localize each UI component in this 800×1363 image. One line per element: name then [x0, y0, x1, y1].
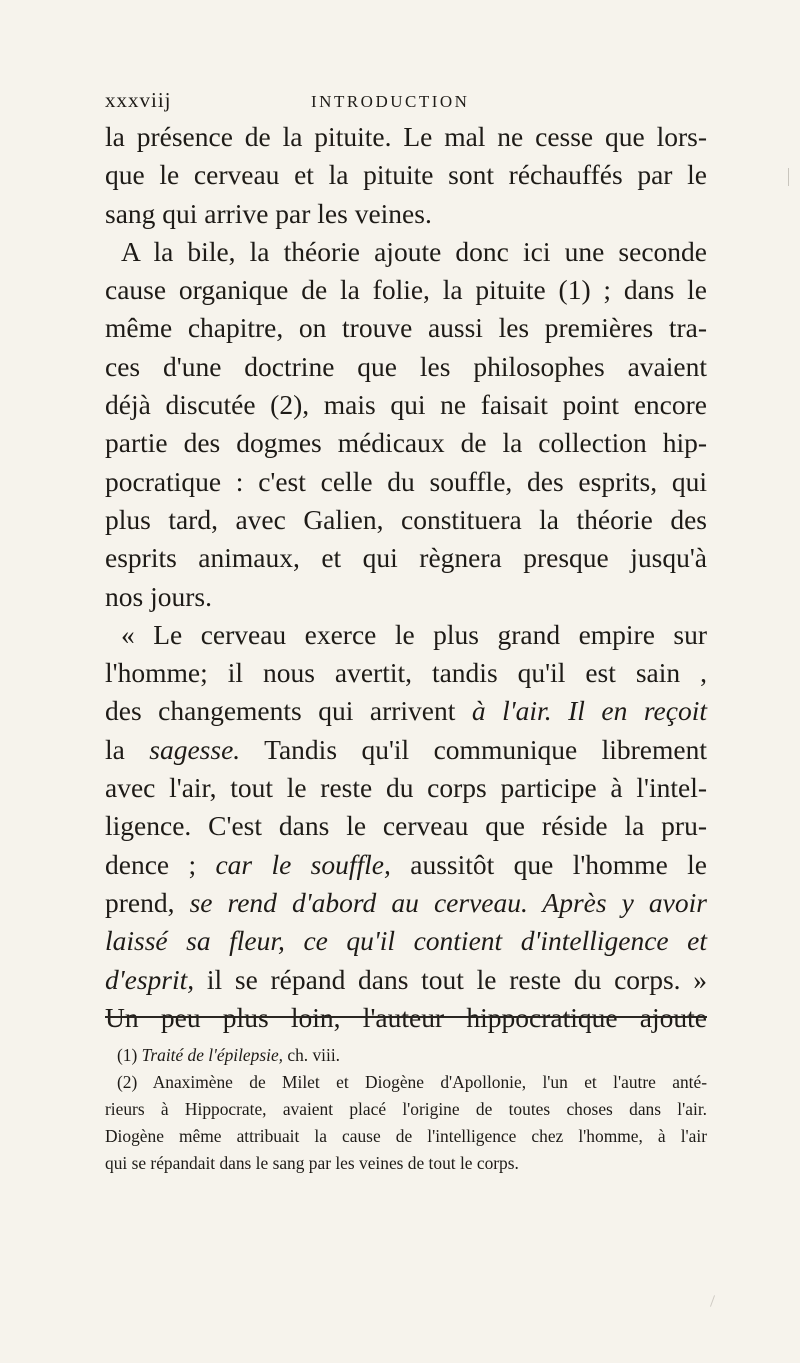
text-line: des changements qui arrivent à l'air. Il en reçoit: [105, 695, 707, 727]
running-title: INTRODUCTION: [311, 92, 470, 111]
text-line: la sagesse. Tandis qu'il communique librement: [105, 733, 707, 765]
text-line: déjà discutée (2), mais qui ne faisait point encore: [105, 389, 707, 421]
text-line: « Le cerveau exerce le plus grand empire sur: [121, 618, 707, 650]
text-line: ligence. C'est dans le cerveau que réside la pru-: [105, 810, 707, 842]
text-line: cause organique de la folie, la pituite (1) ; dans le: [105, 274, 707, 306]
text-line: dence ; car le souffle, aussitôt que l'homme le: [105, 848, 707, 880]
margin-mark: [788, 168, 789, 186]
footnote-line: rieurs à Hippocrate, avaient placé l'origine de toutes choses dans l'air.: [105, 1099, 707, 1119]
footnote-rule: [105, 1016, 707, 1018]
text-line: même chapitre, on trouve aussi les premières tra-: [105, 312, 707, 344]
main-text: [105, 118, 707, 1037]
text-line: esprits animaux, et qui règnera presque jusqu'à: [105, 542, 707, 574]
text-line: d'esprit, il se répand dans tout le reste du corps. »: [105, 963, 707, 995]
footnote-line: (2) Anaximène de Milet et Diogène d'Apollonie, l'un et l'autre anté-: [117, 1072, 707, 1092]
text-line: l'homme; il nous avertit, tandis qu'il est sain ,: [105, 657, 707, 689]
footnote-line: (1) Traité de l'épilepsie, ch. viii.: [117, 1045, 341, 1065]
text-line: la présence de la pituite. Le mal ne cesse que lors-: [105, 121, 707, 152]
text-line: pocratique : c'est celle du souffle, des esprits, qui: [105, 465, 707, 497]
text-line: sang qui arrive par les veines.: [105, 197, 432, 229]
text-line: que le cerveau et la pituite sont réchauffés par le: [105, 159, 707, 191]
text-line: ces d'une doctrine que les philosophes avaient: [105, 350, 707, 382]
text-line: prend, se rend d'abord au cerveau. Après y avoir: [105, 886, 707, 918]
footnote-line: qui se répandait dans le sang par les veines de tout le corps.: [105, 1153, 519, 1173]
footnote-line: Diogène même attribuait la cause de l'intelligence chez l'homme, à l'air: [105, 1126, 707, 1146]
text-line: avec l'air, tout le reste du corps participe à l'intel-: [105, 772, 707, 804]
text-line: A la bile, la théorie ajoute donc ici une seconde: [121, 235, 707, 267]
margin-mark: [710, 1295, 715, 1307]
text-line: nos jours.: [105, 580, 212, 612]
footnotes: [105, 1042, 707, 1177]
text-line: partie des dogmes médicaux de la collection hip-: [105, 427, 707, 459]
text-line: plus tard, avec Galien, constituera la théorie des: [105, 503, 707, 535]
text-line: laissé sa fleur, ce qu'il contient d'intelligence et: [105, 925, 707, 957]
text-line: Un peu plus loin, l'auteur hippocratique ajoute: [105, 1001, 707, 1033]
page-header: [105, 84, 705, 114]
page-number: xxxviij: [105, 88, 172, 112]
